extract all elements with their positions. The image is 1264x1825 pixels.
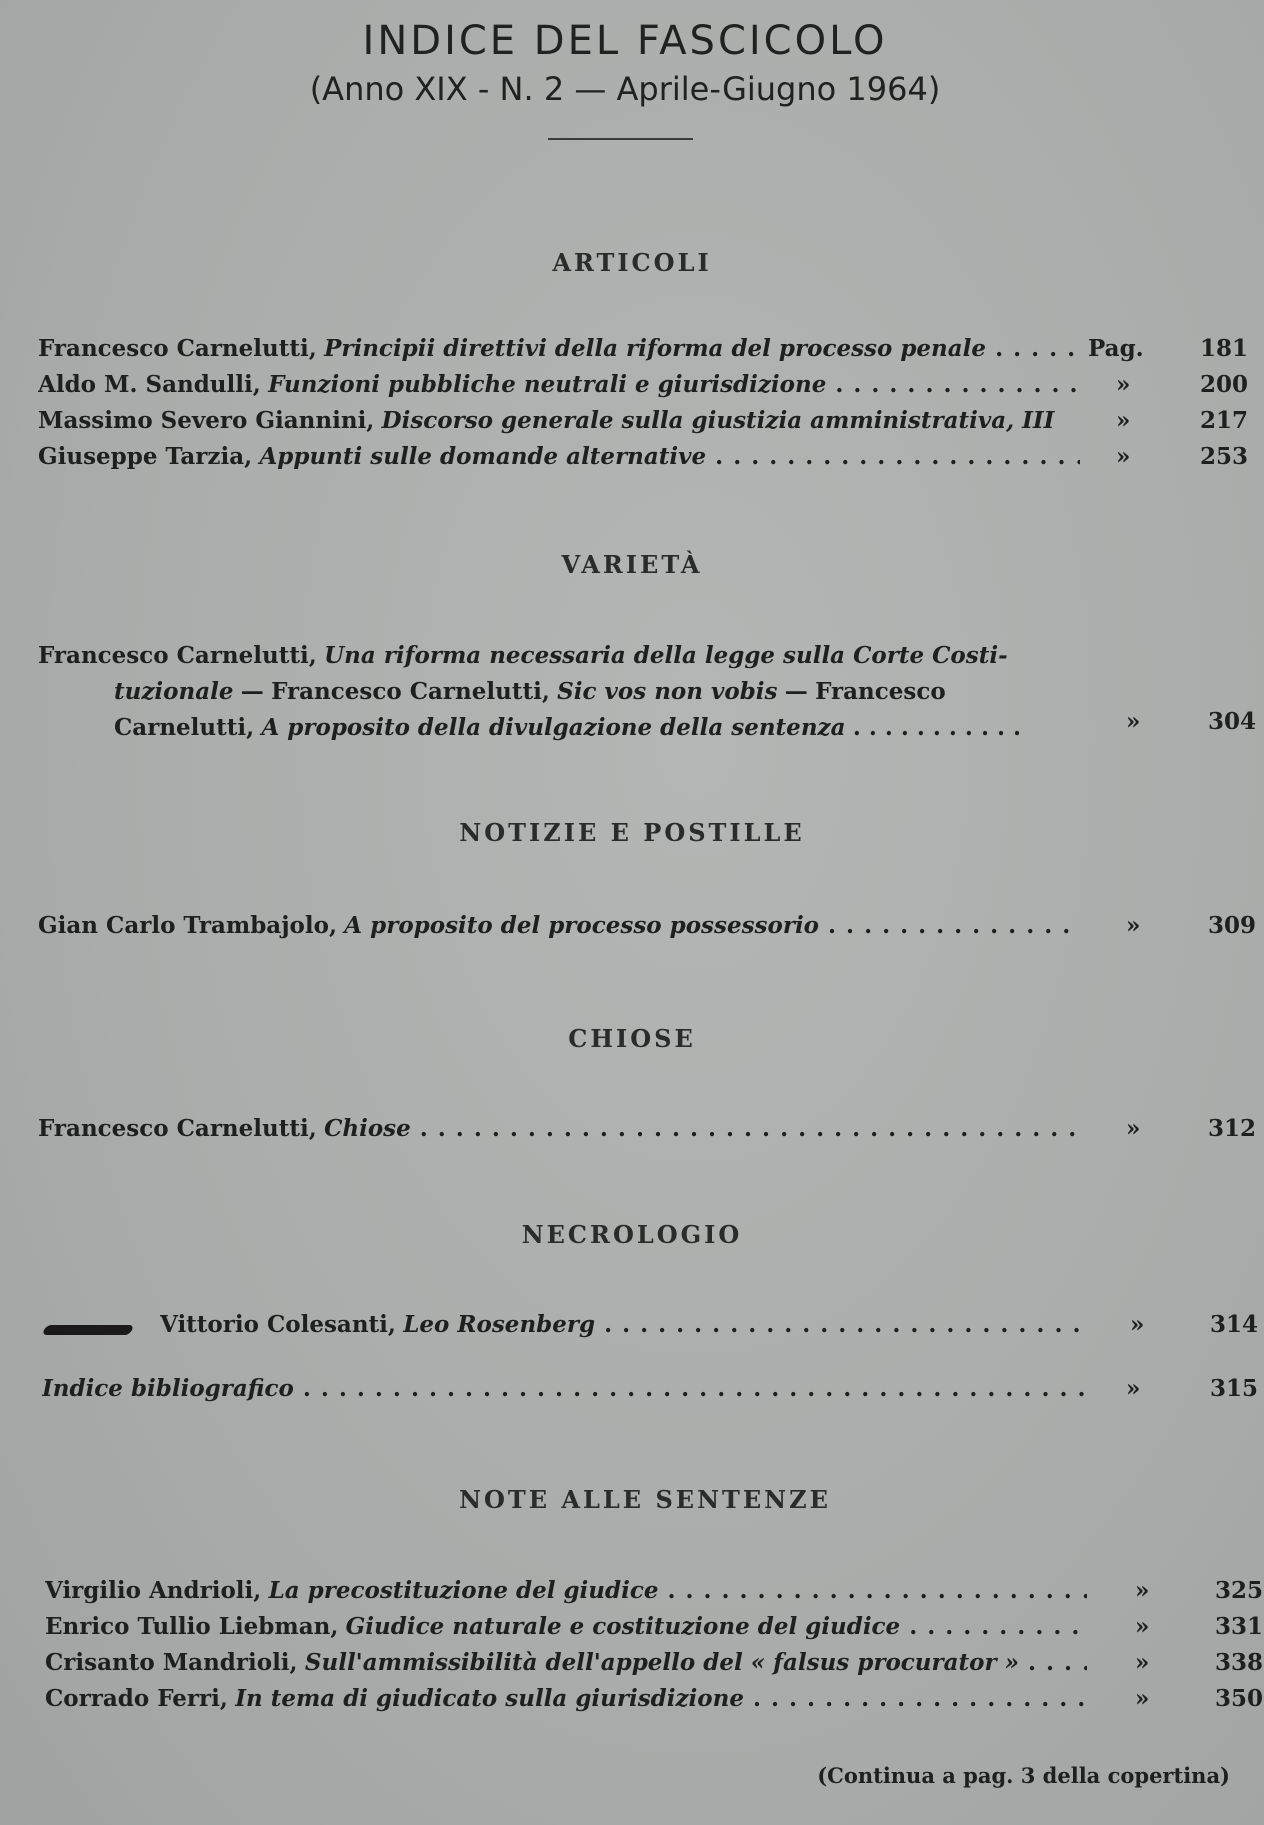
entry-title: Leo Rosenberg [403,1311,596,1338]
page-number: 217 [1199,407,1248,434]
list-item [38,912,1256,942]
page-prefix: » [1116,443,1131,470]
section-heading-necrologio: NECROLOGIO [521,1220,743,1249]
entry-text [42,1375,1084,1402]
list-item [38,443,1248,473]
entry-line-2 [38,674,1078,710]
entry-title: tuzionale [114,678,234,705]
section-heading-chiose: CHIOSE [568,1024,696,1053]
entry-author: Carnelutti, [114,714,255,741]
list-item [45,1577,1263,1607]
page-prefix: Pag. [1088,335,1144,362]
page-number: 253 [1199,443,1248,470]
page-subtitle: (Anno XIX - N. 2 — Aprile-Giugno 1964) [309,70,941,108]
page-number: 309 [1207,912,1256,939]
list-item [38,335,1248,365]
page-number: 325 [1214,1577,1263,1604]
title-divider [548,138,693,140]
list-item [45,1685,1263,1715]
list-item [38,1115,1256,1145]
entry-author: Virgilio Andrioli, [45,1577,262,1604]
entry-text [45,1613,1087,1640]
list-item [160,1311,1258,1341]
entry-title: Giudice naturale e costituzione del giudice [345,1613,901,1640]
entry-author: Aldo M. Sandulli, [38,371,261,398]
entry-title: Appunti sulle domande alternative [259,443,707,470]
list-item [45,1649,1263,1679]
entry-text [38,371,1080,398]
entry-author: Gian Carlo Trambajolo, [38,912,337,939]
entry-title: Principii direttivi della riforma del processo penale [324,335,987,362]
entry-text [45,1649,1087,1676]
separator: — [240,678,264,705]
page-prefix: » [1135,1685,1150,1712]
list-item [45,1613,1263,1643]
page-title: INDICE DEL FASCICOLO [362,18,888,64]
page-prefix: » [1135,1649,1150,1676]
entry-title: Una riforma necessaria della legge sulla Corte Costi- [324,642,1008,669]
page-number: 304 [1207,708,1256,735]
separator: — [784,678,808,705]
page-number: 350 [1214,1685,1263,1712]
entry-author: Francesco Carnelutti, [38,642,317,669]
entry-title: A proposito della divulgazione della sentenza [261,714,846,741]
page-number: 315 [1209,1375,1258,1402]
entry-author: Francesco Carnelutti, [271,678,550,705]
page-prefix: » [1135,1577,1150,1604]
mourning-dash-mark [42,1325,135,1335]
entry-text [38,443,1080,470]
page-number: 314 [1209,1311,1258,1338]
page-prefix: » [1126,1115,1141,1142]
entry-title: Funzioni pubbliche neutrali e giurisdizione [268,371,827,398]
section-heading-varieta: VARIETÀ [561,550,703,579]
entry-title: Sic vos non vobis [557,678,778,705]
entry-title: Sull'ammissibilità dell'appello del « falsus procurator » [304,1649,1020,1676]
page-number: 200 [1199,371,1248,398]
entry-text [38,1115,1080,1142]
entry-line-1 [38,643,1008,669]
list-item [38,371,1248,401]
entry-author: Massimo Severo Giannini, [38,407,375,434]
entry-text [38,407,1080,434]
entry-author: Vittorio Colesanti, [160,1311,396,1338]
entry-title: Indice bibliografico [42,1375,294,1402]
page-number: 312 [1207,1115,1256,1142]
page-prefix: » [1126,708,1141,735]
entry-title: La precostituzione del giudice [268,1577,659,1604]
entry-author: Francesco Carnelutti, [38,335,317,362]
page-prefix: » [1126,912,1141,939]
section-heading-articoli: ARTICOLI [552,248,712,277]
entry-text [45,1685,1087,1712]
entry-author: Francesco [815,678,946,705]
list-item [42,1375,1258,1405]
entry-author: Francesco Carnelutti, [38,1115,317,1142]
entry-title: Chiose [324,1115,411,1142]
page-prefix: » [1126,1375,1141,1402]
continuation-note: (Continua a pag. 3 della copertina) [817,1763,1230,1788]
page-prefix: » [1116,371,1131,398]
entry-author: Enrico Tullio Liebman, [45,1613,339,1640]
page-prefix: » [1116,407,1131,434]
entry-text [38,912,1080,939]
entry-author: Crisanto Mandrioli, [45,1649,298,1676]
section-heading-note: NOTE ALLE SENTENZE [459,1485,831,1514]
entry-author: Giuseppe Tarzia, [38,443,253,470]
entry-text [160,1311,1088,1338]
page-prefix: » [1130,1311,1145,1338]
entry-title: Discorso generale sulla giustizia amministrativa, III [381,407,1055,434]
section-heading-notizie: NOTIZIE E POSTILLE [459,818,805,847]
entry-author: Corrado Ferri, [45,1685,228,1712]
entry-title: In tema di giudicato sulla giurisdizione [235,1685,744,1712]
entry-text [38,335,1080,362]
entry-title: A proposito del processo possessorio [344,912,820,939]
page-number: 331 [1214,1613,1263,1640]
entry-line-3: Carnelutti, A proposito della divulgazione della sentenza . . . . . . . . . . . [114,714,1021,741]
page-number: 338 [1214,1649,1263,1676]
list-item [38,407,1248,437]
page-number: 181 [1199,335,1248,362]
entry-text [45,1577,1087,1604]
page-prefix: » [1135,1613,1150,1640]
list-item-page [38,708,1256,738]
